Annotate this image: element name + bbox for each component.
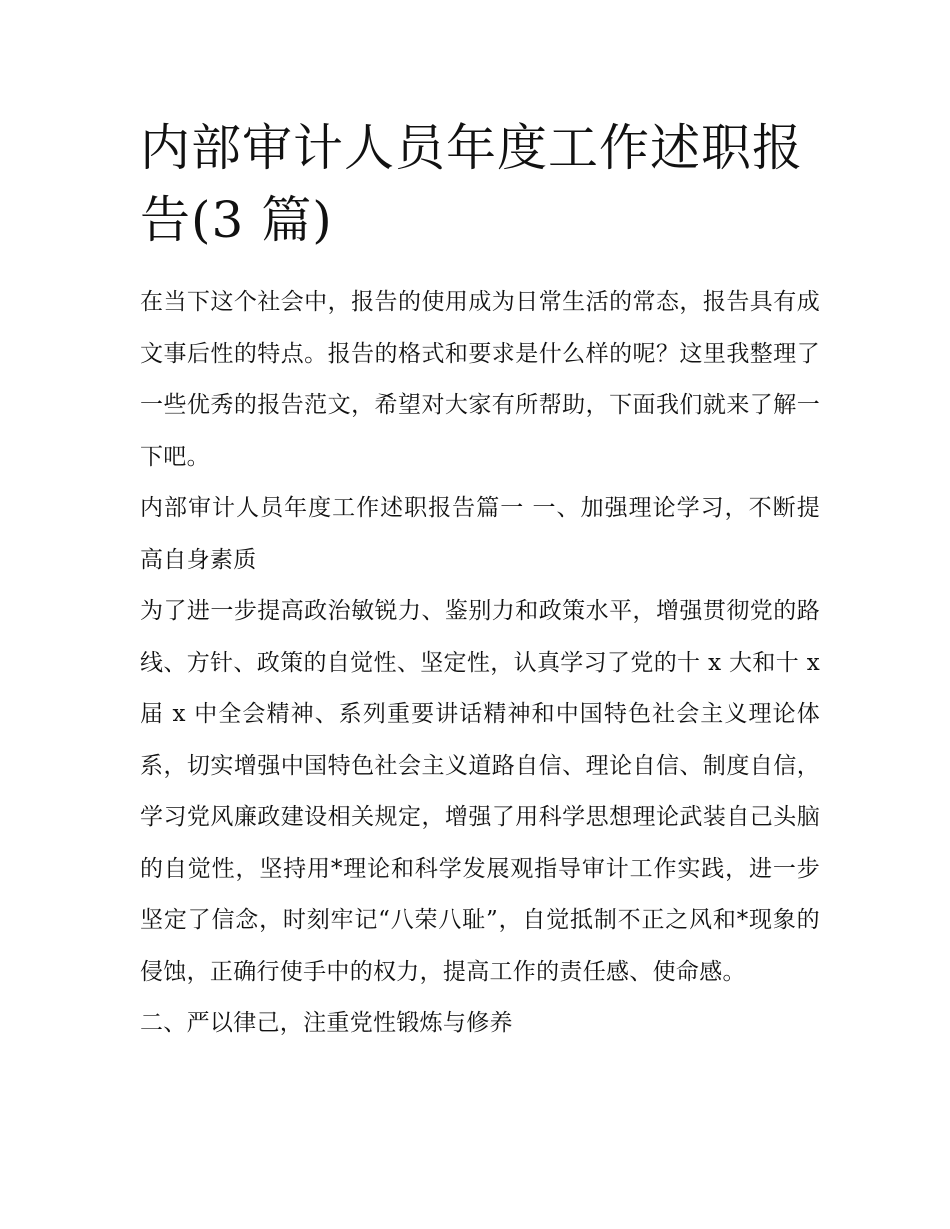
section-one-heading: 内部审计人员年度工作述职报告篇一 一、加强理论学习，不断提高自身素质: [140, 495, 820, 573]
section-two-heading: 二、严以律己，注重党性锻炼与修养: [140, 1010, 513, 1036]
section-one-paragraph: 为了进一步提高政治敏锐力、鉴别力和政策水平，增强贯彻党的路线、方针、政策的自觉性、坚定性，认真学习了党的十 x 大和十 x 届 x 中全会精神、系列重要讲话精神和中国特色社会主义理论体系，切实增强中国特色社会主义道路自信、理论自信、制度自信，学习党风廉政建设相关规定，增强了用科学思想理论武装自己头脑的自觉性，坚持用*理论和科学发展观指导审计工作实践，进一步坚定了信念，时刻牢记“八荣八耻”，自觉抵制不正之风和*现象的侵蚀，正确行使手中的权力，提高工作的责任感、使命感。: [140, 598, 820, 985]
document-body: [140, 277, 820, 1050]
document-title: 内部审计人员年度工作述职报告(3 篇): [140, 119, 803, 249]
intro-paragraph: 在当下这个社会中，报告的使用成为日常生活的常态，报告具有成文事后性的特点。报告的格式和要求是什么样的呢？这里我整理了一些优秀的报告范文，希望对大家有所帮助，下面我们就来了解一下吧。: [140, 289, 820, 470]
